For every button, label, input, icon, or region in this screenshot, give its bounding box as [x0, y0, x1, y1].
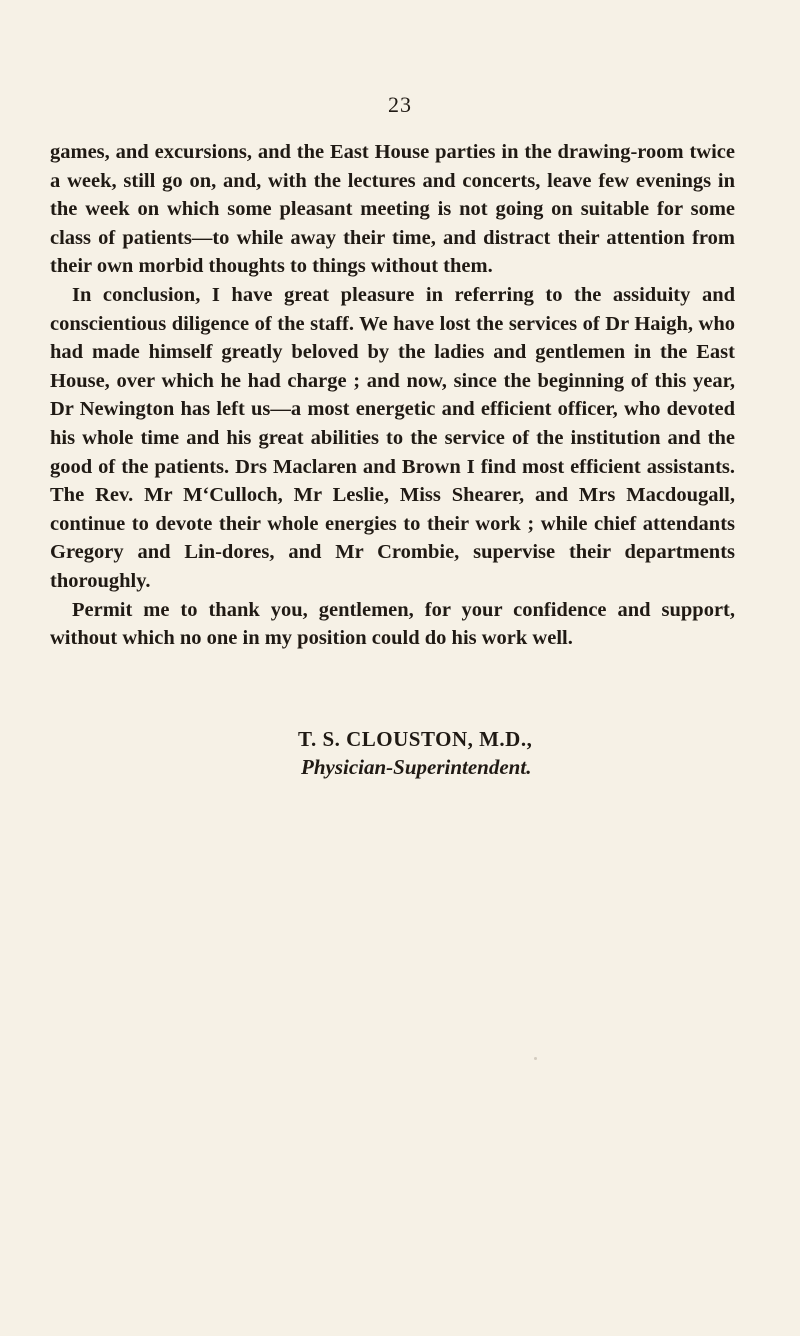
signature-block [298, 725, 718, 781]
body-text [50, 138, 735, 653]
paper-speck [534, 1057, 537, 1060]
signatory-title: Physician-Superintendent. [301, 755, 532, 779]
page-number: 23 [388, 92, 412, 117]
signatory-name: T. S. CLOUSTON, M.D., [298, 727, 533, 751]
paragraph-conclusion: In conclusion, I have great pleasure in referring to the assiduity and conscientious diligence of the staff. We have lost the services of Dr Haigh, who had made himself greatly beloved by the ladies and gentlemen in the East House, over which he had charge ; and now, since the beginning of this year, Dr Newington has left us—a most energetic and efficient officer, who devoted his whole time and his great abilities to the service of the institution and the good of the patients. Drs Maclaren and Brown I find most efficient assistants. The Rev. Mr M‘Culloch, Mr Leslie, Miss Shearer, and Mrs Macdougall, continue to devote their whole energies to their work ; while chief attendants Gregory and Lin-dores, and Mr Crombie, supervise their departments thoroughly. [50, 283, 735, 592]
paragraph-games: games, and excursions, and the East House parties in the drawing-room twice a week, still go on, and, with the lectures and concerts, leave few evenings in the week on which some pleasant meeting is not going on suitable for some class of patients—to while away their time, and distract their attention from their own morbid thoughts to things without them. [50, 141, 735, 278]
paragraph-thanks: Permit me to thank you, gentlemen, for your confidence and support, without which no one in my position could do his work well. [50, 598, 735, 650]
